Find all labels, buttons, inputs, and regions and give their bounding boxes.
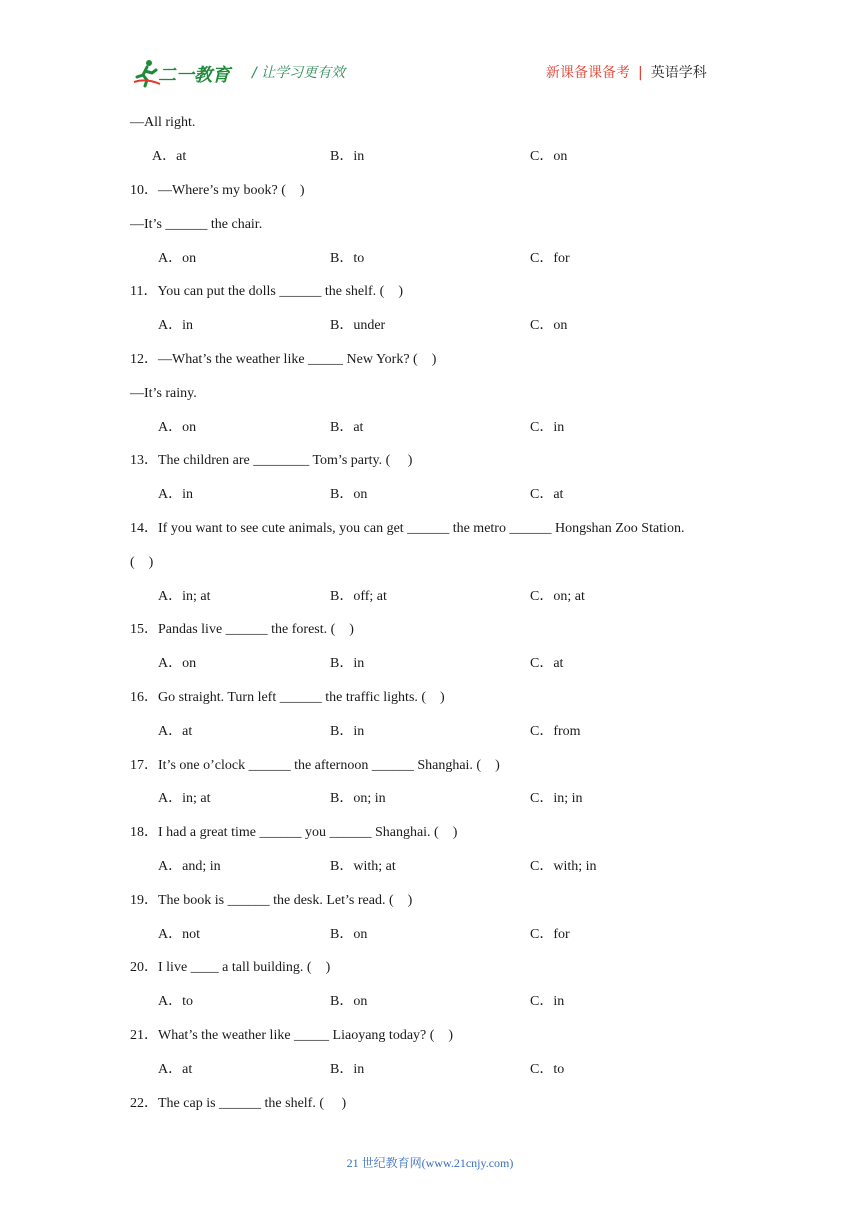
- option-c: C．with; in: [530, 859, 597, 874]
- tag-separator: |: [638, 65, 643, 81]
- option-a: A．on: [158, 251, 197, 266]
- option-a: A．at: [158, 1062, 193, 1077]
- answer-line: —All right.: [130, 115, 196, 130]
- option-c: C．in; in: [530, 791, 583, 806]
- logo: [132, 58, 242, 90]
- question-text: 12．—What’s the weather like _____ New York? ( ): [130, 352, 437, 367]
- option-b: B．in: [330, 656, 365, 671]
- option-b: B．on: [330, 487, 368, 502]
- option-b: B．in: [330, 149, 365, 164]
- option-a: A．at: [158, 724, 193, 739]
- option-a: A．and; in: [158, 859, 221, 874]
- option-b: B．in: [330, 1062, 365, 1077]
- option-c: C．from: [530, 724, 581, 739]
- question-text: 15．Pandas live ______ the forest. ( ): [130, 622, 354, 637]
- question-text: 18．I had a great time ______ you ______ Shanghai. ( ): [130, 825, 458, 840]
- option-c: C．on: [530, 318, 568, 333]
- subject-tag: [546, 62, 707, 82]
- option-a: A．in; at: [158, 589, 211, 604]
- question-text: 20．I live ____ a tall building. ( ): [130, 960, 331, 975]
- option-b: B．on: [330, 927, 368, 942]
- option-b: B．at: [330, 420, 364, 435]
- option-c: C．at: [530, 487, 564, 502]
- option-c: C．to: [530, 1062, 565, 1077]
- option-c: C．on: [530, 149, 568, 164]
- option-c: C．for: [530, 251, 570, 266]
- option-a: A．at: [152, 149, 187, 164]
- question-text: 19．The book is ______ the desk. Let’s read. ( ): [130, 893, 413, 908]
- question-text: 10．—Where’s my book? ( ): [130, 183, 305, 198]
- option-c: C．for: [530, 927, 570, 942]
- option-a: A．in; at: [158, 791, 211, 806]
- option-a: A．in: [158, 487, 193, 502]
- option-b: B．with; at: [330, 859, 396, 874]
- question-text: 11．You can put the dolls ______ the shelf. ( ): [130, 284, 403, 299]
- option-c: C．in: [530, 420, 565, 435]
- option-a: A．on: [158, 420, 197, 435]
- question-continuation: —It’s rainy.: [130, 386, 197, 401]
- tag-right: 英语学科: [650, 65, 707, 81]
- question-continuation: —It’s ______ the chair.: [130, 217, 263, 232]
- question-text: 16．Go straight. Turn left ______ the traffic lights. ( ): [130, 690, 445, 705]
- option-b: B．on: [330, 994, 368, 1009]
- option-c: C．in: [530, 994, 565, 1009]
- question-text: 17．It’s one o’clock ______ the afternoon ______ Shanghai. ( ): [130, 758, 500, 773]
- footer: 21 世纪教育网(www.21cnjy.com): [346, 1156, 514, 1170]
- option-c: C．on; at: [530, 589, 585, 604]
- option-c: C．at: [530, 656, 564, 671]
- option-b: B．to: [330, 251, 365, 266]
- option-a: A．on: [158, 656, 197, 671]
- question-text: 13．The children are ________ Tom’s party. ( ): [130, 453, 413, 468]
- tag-left: 新课备课备考: [546, 65, 630, 81]
- option-b: B．under: [330, 318, 386, 333]
- option-a: A．not: [158, 927, 200, 942]
- question-continuation: ( ): [130, 555, 154, 570]
- option-b: B．on; in: [330, 791, 386, 806]
- option-a: A．to: [158, 994, 193, 1009]
- option-a: A．in: [158, 318, 193, 333]
- option-b: B．in: [330, 724, 365, 739]
- option-b: B．off; at: [330, 589, 387, 604]
- question-text: 22．The cap is ______ the shelf. ( ): [130, 1096, 347, 1111]
- question-text: 14．If you want to see cute animals, you can get ______ the metro ______ Hongshan Zoo Station.: [130, 521, 685, 536]
- slogan: / 让学习更有效: [252, 65, 346, 81]
- page-header: [0, 0, 860, 100]
- question-text: 21．What’s the weather like _____ Liaoyang today? ( ): [130, 1028, 454, 1043]
- logo-text: 二一教育: [158, 65, 230, 86]
